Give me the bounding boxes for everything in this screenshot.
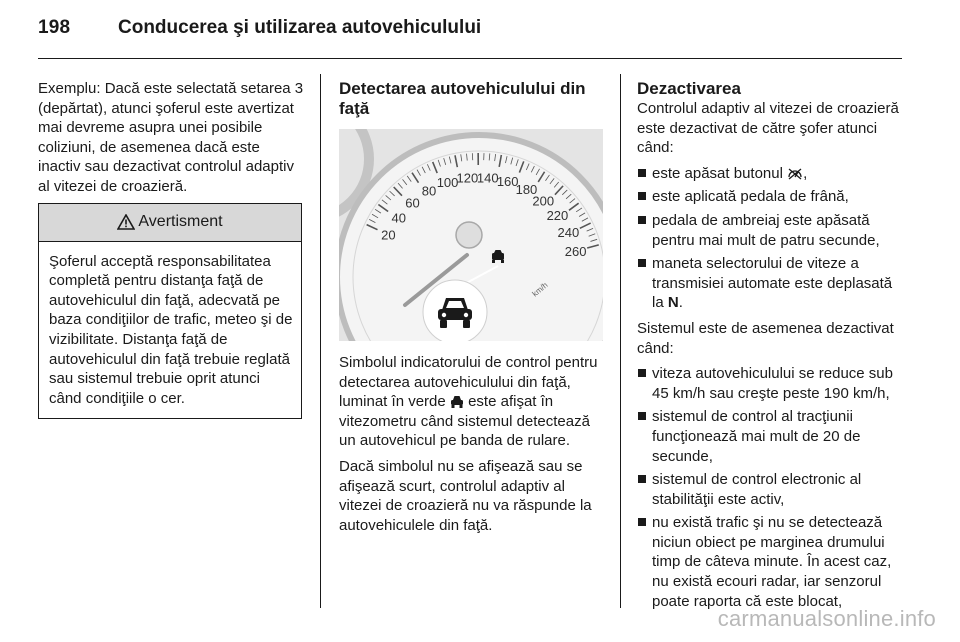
warning-title: Avertisment [138,213,223,231]
speedometer-figure [339,129,603,341]
chapter-title: Conducerea şi utilizarea autovehiculului [118,17,482,38]
list-item: este aplicată pedala de frână, [637,187,905,207]
no-symbol-paragraph: Dacă simbolul nu se afişează sau se afişează scurt, controlul adaptiv al vitezei de croazieră nu va răspunde la autovehiculele din faţă. [339,457,592,534]
column-divider-left [320,74,321,608]
speed-label: 140 [476,170,499,186]
watermark: carmanualsonline.info [717,606,936,631]
page-number: 198 [38,17,71,38]
driver-deactivation-list [637,164,905,313]
system-deactivation-list [637,364,905,611]
list-item: sistemul de control electronic al stabilităţii este activ, [637,470,905,509]
section-heading-vehicle-ahead: Detectarea autovehiculului din faţă [339,79,586,118]
warning-box [38,203,302,420]
needle-hub [456,222,482,248]
column-left [38,79,304,419]
example-paragraph: Exemplu: Dacă este selectată setarea 3 (depărtat), atunci şoferul este avertizat mai devreme asupra unei posibile coliziuni, de asemenea dacă este inactiv sau dezactivat controlul adaptiv al vitezei de croazieră. [38,80,304,195]
indicator-paragraph: Simbolul indicatorului de control pentru detectarea autovehiculului din faţă, luminat în verde este afişat în vitezometru când sistemul detectează un autovehicul pe banda de rulare. [339,354,598,450]
speedometer-illustration [339,129,603,341]
speed-label: 60 [405,195,420,211]
list-item: viteza autovehiculului se reduce sub 45 km/h sau creşte peste 190 km/h, [637,364,905,403]
warning-triangle-icon [117,214,135,230]
column-right [637,79,905,617]
section-heading-deactivation: Dezactivarea [637,79,741,98]
header-divider [38,58,902,59]
speed-label: 100 [436,175,459,191]
speed-label: 200 [532,193,555,209]
speed-label: 260 [564,244,587,260]
list-item: pedala de ambreiaj este apăsată pentru mai mult de patru secunde, [637,211,905,250]
speed-label: 160 [496,174,519,190]
list-item: este apăsat butonul , [637,164,905,184]
speed-label: 240 [557,225,580,241]
list-item: maneta selectorului de viteze a transmisiei automate este deplasată la N. [637,254,905,313]
page-header [38,14,902,48]
system-deactivation-intro: Sistemul este de asemenea dezactivat când: [637,319,894,357]
cruise-cancel-icon [787,166,803,180]
speed-label: 20 [381,227,396,243]
column-middle [339,79,605,541]
speed-label: 120 [456,170,479,186]
list-item: sistemul de control al tracţiunii funcţionează mai mult de 20 de secunde, [637,407,905,466]
speed-label: 40 [391,210,407,226]
deactivation-intro: Controlul adaptiv al vitezei de croazieră este dezactivat de către şofer atunci când: [637,100,899,157]
column-divider-right [620,74,621,608]
speed-unit-label: km/h [530,280,550,299]
warning-body: Şoferul acceptă responsabilitatea completă pentru distanţa faţă de autovehiculul din faţă, adecvată pe baza condiţiilor de trafic, meteo şi de vizibilitate. Distanţa faţă de autovehiculul din faţă trebuie reglată sau sistemul trebuie oprit atunci când condiţiile o cer. [49,252,293,407]
speed-label: 220 [546,207,569,223]
warning-header [39,204,301,242]
speed-label: 80 [421,183,437,199]
speed-label: 180 [515,181,538,197]
list-item: nu există trafic şi nu se detectează niciun obiect pe marginea drumului timp de câteva minute. În acest caz, nu există ecouri radar, iar senzorul poate raporta că este blocat, [637,513,905,611]
vehicle-ahead-inline-icon [450,395,464,408]
